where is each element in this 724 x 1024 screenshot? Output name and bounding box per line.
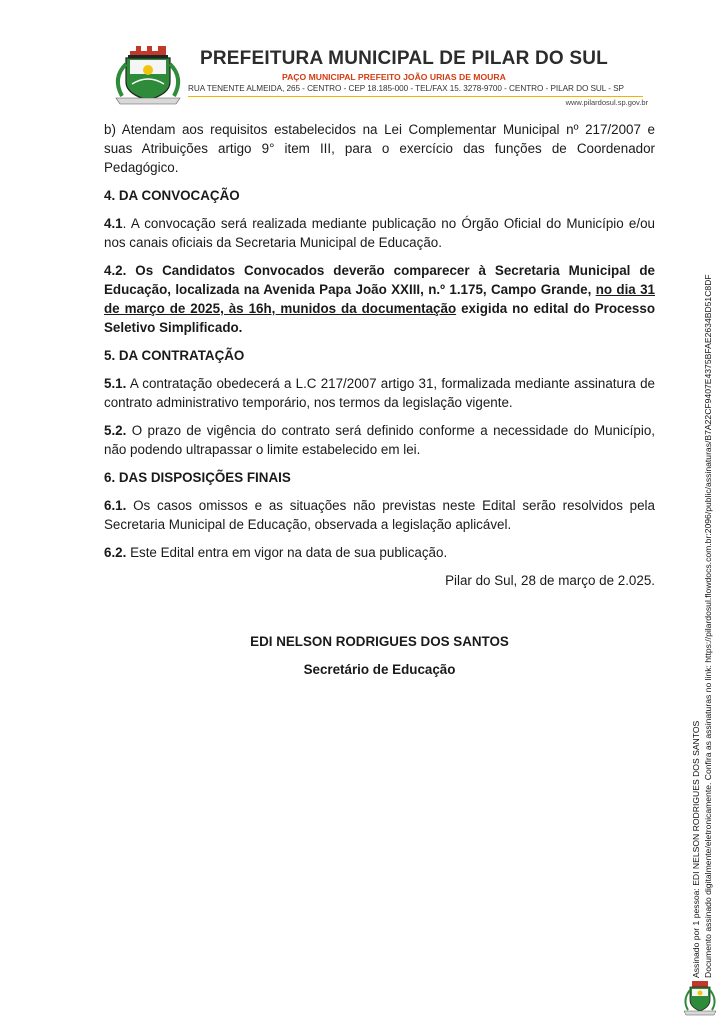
- section-4-title: 4. DA CONVOCAÇÃO: [104, 188, 240, 203]
- clause-number: 6.1.: [104, 498, 127, 513]
- clause-4-1: [104, 214, 655, 252]
- clause-number: 6.2.: [104, 545, 127, 560]
- section-6-title: 6. DAS DISPOSIÇÕES FINAIS: [104, 470, 291, 485]
- building-name: PAÇO MUNICIPAL PREFEITO JOÃO URIAS DE MOURA: [282, 72, 506, 82]
- clause-text: Este Edital entra em vigor na data de sua publicação.: [126, 545, 448, 560]
- item-b: b) Atendam aos requisitos estabelecidos na Lei Complementar Municipal nº 217/2007 e suas Atribuições artigo 9° item III, para o exercício das funções de Coordenador Pedagógico.: [104, 122, 655, 175]
- clause-6-1: [104, 496, 655, 534]
- clause-4-2: [104, 261, 655, 337]
- clause-underlined-text: no dia 31 de março de 2025, às 16h, munidos da documentação: [104, 282, 656, 316]
- clause-text: O prazo de vigência do contrato será definido conforme a necessidade do Município, não podendo ultrapassar o limite estabelecido em lei.: [104, 423, 655, 457]
- clause-text: A contratação obedecerá a L.C 217/2007 artigo 31, formalizada mediante assinatura de contrato administrativo temporário, nos termos da legislação vigente.: [104, 376, 655, 410]
- document-body: [104, 120, 655, 688]
- signature-signers: Assinado por 1 pessoa: EDI NELSON RODRIGUES DOS SANTOS: [691, 720, 701, 978]
- signatory-name: EDI NELSON RODRIGUES DOS SANTOS: [250, 634, 509, 649]
- municipality-title: PREFEITURA MUNICIPAL DE PILAR DO SUL: [200, 48, 608, 69]
- clause-5-2: [104, 421, 655, 459]
- clause-text: exigida no edital do Processo Seletivo Simplificado.: [104, 301, 655, 335]
- header-divider: [188, 96, 643, 97]
- clause-number: 5.2.: [104, 423, 127, 438]
- digital-signature-stamp: [690, 274, 714, 978]
- address-line: RUA TENENTE ALMEIDA, 265 - CENTRO - CEP 18.185-000 - TEL/FAX 15. 3278-9700 - CENTRO - PILAR DO SUL - SP: [188, 84, 624, 93]
- website-link[interactable]: www.pilardosul.sp.gov.br: [565, 98, 648, 107]
- municipal-coat-of-arms-icon: [108, 44, 188, 106]
- municipal-seal-icon: [680, 980, 720, 1018]
- clause-text: 4.2. Os Candidatos Convocados deverão comparecer à Secretaria Municipal de Educação, localizada na Avenida Papa João XXIII, n.º 1.175, Campo Grande,: [104, 263, 655, 297]
- clause-5-1: [104, 374, 655, 412]
- signature-verification-link[interactable]: Documento assinado digitalmente/eletronicamente. Confira as assinaturas no link: https://pilardosul.flowdocs.com.br:2096/public/assinaturas/B7A22CF9407E4375BFAE2634BD51C8DF: [703, 274, 713, 978]
- signatory-role: Secretário de Educação: [303, 662, 456, 677]
- place-and-date: Pilar do Sul, 28 de março de 2.025.: [445, 573, 655, 588]
- clause-text: . A convocação será realizada mediante publicação no Órgão Oficial do Município e/ou nos canais oficiais da Secretaria Municipal de Educação.: [104, 216, 655, 250]
- clause-6-2: [104, 543, 655, 562]
- clause-number: 4.1: [104, 216, 123, 231]
- letterhead: [108, 44, 648, 108]
- clause-number: 5.1.: [104, 376, 127, 391]
- section-5-title: 5. DA CONTRATAÇÃO: [104, 348, 245, 363]
- clause-text: Os casos omissos e as situações não previstas neste Edital serão resolvidos pela Secretaria Municipal de Educação, observada a legislação aplicável.: [104, 498, 655, 532]
